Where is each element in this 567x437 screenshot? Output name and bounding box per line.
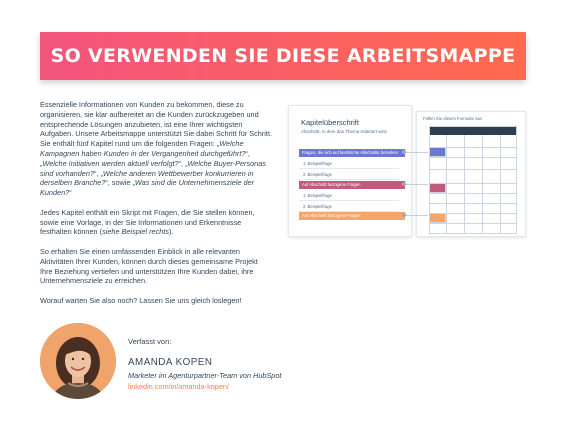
form-row-highlight-pink — [430, 183, 446, 193]
author-linkedin-link[interactable]: linkedin.com/in/amanda-kopen/ — [128, 382, 229, 391]
form-grid-header — [430, 127, 516, 135]
intro-paragraph-1 — [40, 100, 272, 198]
intro-text-run: “, „ — [93, 168, 103, 178]
grid-line — [430, 203, 516, 204]
author-role: Marketer im Agenturpartner-Team von HubSpot — [128, 371, 282, 380]
intro-paragraph-3: So erhalten Sie einen umfassenden Einblick in alle relevanten Aktivitäten Ihrer Kunden, können durch dieses gemeinsame Projekt Ihre Beziehung vertiefen und unterstützen Ihre Kunden dabei, ihre Unternehmensziele zu erreichen. — [40, 246, 258, 286]
connector-line — [404, 215, 428, 216]
author-portrait-icon — [40, 323, 116, 399]
divider — [299, 200, 399, 201]
chapter-subtitle: Abschnitt, in dem das Thema erläutert wird — [301, 129, 387, 134]
question-initiatives: Welche Initiativen werden aktuell verfolgt? — [42, 158, 179, 168]
connector-line — [404, 184, 428, 185]
example-reference: siehe Beispiel rechts — [102, 227, 170, 237]
grid-line — [430, 169, 516, 170]
intro-text-run: ). — [169, 227, 174, 237]
intro-text-run: “ — [69, 188, 72, 198]
intro-text-run: Essenzielle Informationen von Kunden zu bekommen, diese zu organisieren, sie klar aufbereitet an die Kunden zurückzugeben und entsprechende Lösungen anzubieten, ist eine Ihrer wichtigsten Aufgaben. Unsere Arbeitsmappe unterstützt Sie dabei Schritt für Schritt. Sie enthält fünf Kapitel rund um die folgenden Fragen: „ — [40, 100, 273, 149]
section-pill-pink: Auf Abschnitt bezogene Fragen — [299, 181, 405, 189]
grid-line — [430, 183, 516, 184]
form-card — [416, 111, 526, 237]
page-title: SO VERWENDEN SIE DIESE ARBEITSMAPPE — [50, 45, 516, 67]
form-row-highlight-blue — [430, 147, 446, 157]
grid-line — [500, 135, 501, 233]
question-competitors: Welche anderen Wettbewerber konkurrieren in derselben Branche? — [40, 168, 254, 188]
connector-line — [404, 152, 428, 153]
grid-line — [430, 223, 516, 224]
author-byline-label: Verfasst von: — [128, 337, 172, 346]
workbook-example-illustration — [288, 105, 526, 237]
grid-line — [446, 135, 447, 233]
divider — [299, 179, 399, 180]
grid-line — [430, 193, 516, 194]
grid-line — [430, 147, 516, 148]
intro-text-run: Jedes Kapitel enthält ein Skript mit Fragen, die Sie stellen können, sowie eine Vorlage, in der Sie Informationen und Erkenntnisse festhalten können ( — [40, 207, 255, 237]
connector-dot — [402, 182, 406, 186]
grid-line — [430, 157, 516, 158]
intro-paragraph-4: Worauf warten Sie also noch? Lassen Sie uns gleich loslegen! — [40, 295, 242, 305]
section-pill-blue: Fragen, die sich auf bestimmte Abschnitte beziehen — [299, 149, 405, 157]
intro-text — [40, 100, 272, 316]
form-card-label: Füllen Sie dieses Formular aus — [423, 116, 483, 121]
intro-text-run: “, sowie „ — [105, 178, 135, 188]
divider — [299, 168, 399, 169]
chapter-title: Kapitelüberschrift — [301, 118, 359, 127]
question-personas: Welche Buyer-Personas sind vorhanden? — [40, 158, 266, 178]
connector-dot — [402, 150, 406, 154]
author-photo — [40, 323, 116, 399]
form-row-highlight-orange — [430, 213, 446, 223]
grid-line — [464, 135, 465, 233]
section-pill-orange: Auf Abschnitt bezogene Fragen — [299, 212, 405, 220]
form-grid — [429, 126, 517, 234]
example-question: 1. Beispielfrage — [303, 193, 332, 198]
intro-text-run: “, „ — [178, 158, 188, 168]
question-goals: Was sind die Unternehmensziele der Kunden? — [40, 178, 255, 198]
grid-line — [430, 213, 516, 214]
example-question: 2. Beispielfrage — [303, 172, 332, 177]
example-question: 2. Beispielfrage — [303, 204, 332, 209]
grid-line — [482, 135, 483, 233]
author-name: AMANDA KOPEN — [128, 357, 213, 368]
intro-paragraph-2 — [40, 208, 272, 237]
chapter-card — [288, 105, 412, 237]
example-question: 1. Beispielfrage — [303, 161, 332, 166]
question-campaigns: Welche Kampagnen haben Kunden in der Vergangenheit durchgeführt? — [40, 139, 246, 158]
intro-text-run: “, „ — [40, 148, 250, 168]
title-banner — [40, 32, 526, 80]
connector-dot — [402, 213, 406, 217]
